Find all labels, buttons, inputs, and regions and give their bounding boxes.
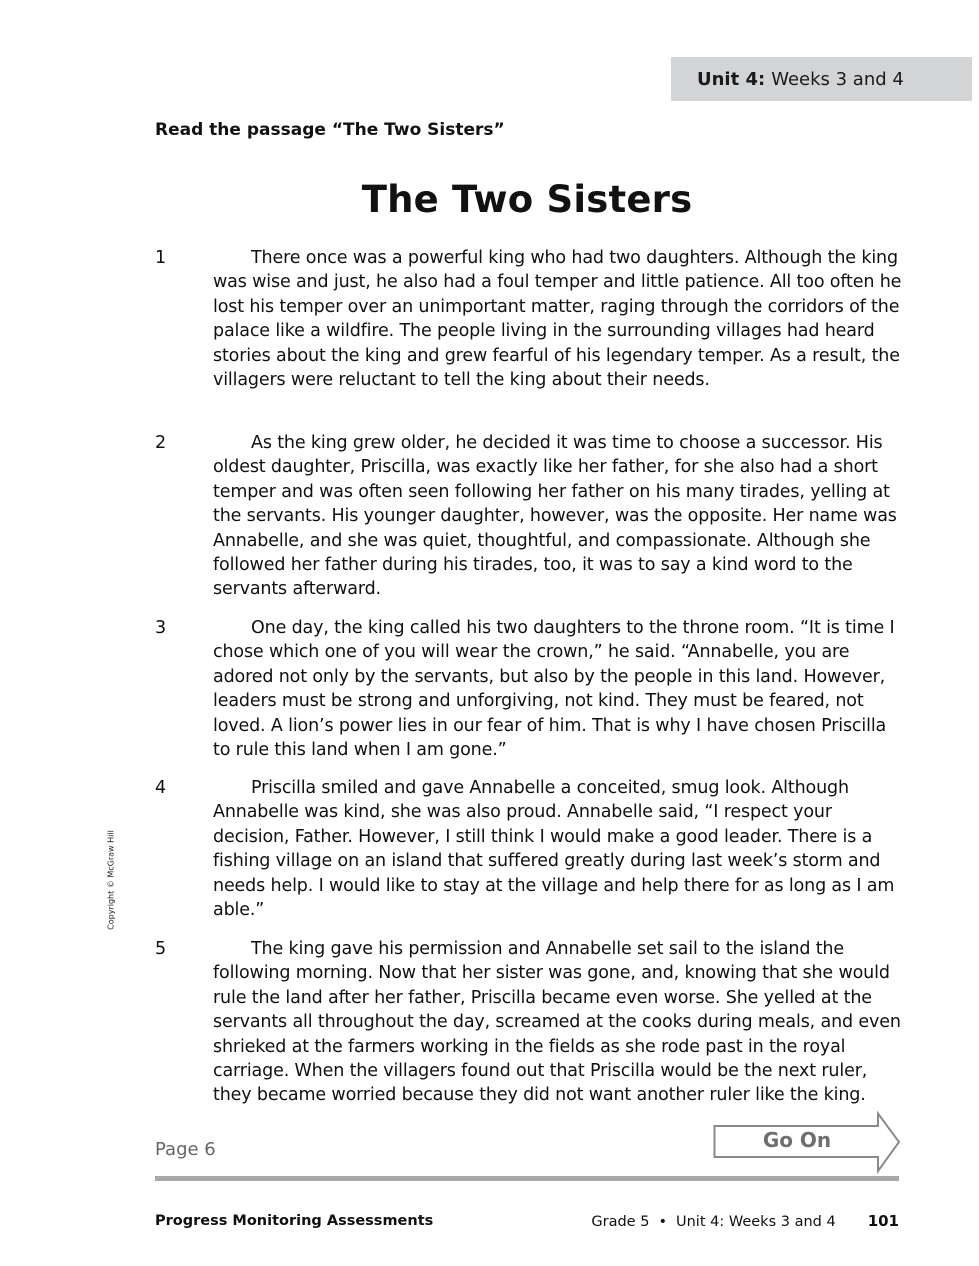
paragraph-number: 2 — [155, 433, 167, 453]
go-on-label: Go On — [762, 1128, 832, 1152]
paragraph-text: One day, the king called his two daughters to the throne room. “It is time I chose which one of you will wear the crown,” he said. “Annabelle, you are adored not only by the servants, but also by the people in this land. However, leaders must be strong and unforgiving, not kind. They must be feared, not loved. A lion’s power lies in our fear of him. That is why I have chosen Priscilla to rule this land when I am gone.” — [213, 618, 895, 761]
paragraph-2 — [155, 431, 903, 602]
footer-page-number: 101 — [867, 1212, 899, 1230]
paragraph-number: 5 — [155, 939, 167, 959]
paragraph-3 — [155, 616, 903, 762]
copyright-notice: Copyright © McGraw Hill — [106, 830, 116, 930]
footer-separator: • — [658, 1214, 667, 1230]
paragraph-text: As the king grew older, he decided it was time to choose a successor. His oldest daughter, Priscilla, was exactly like her father, for she also had a short temper and was often seen following her father on his many tirades, yelling at the servants. His younger daughter, however, was the opposite. Her name was Annabelle, and she was quiet, thoughtful, and compassionate. Although she followed her father during his tirades, too, it was to say a kind word to the servants afterward. — [213, 433, 897, 600]
paragraph-4 — [155, 776, 903, 922]
paragraph-5 — [155, 937, 903, 1108]
paragraph-number: 4 — [155, 778, 167, 798]
footer-grade: Grade 5 — [591, 1214, 650, 1230]
footer-info — [591, 1212, 899, 1230]
paragraph-1 — [155, 246, 903, 392]
unit-weeks: Weeks 3 and 4 — [771, 68, 904, 90]
paragraph-text: Priscilla smiled and gave Annabelle a conceited, smug look. Although Annabelle was kind, she was also proud. Annabelle said, “I respect your decision, Father. However, I still think I would make a good leader. There is a fishing village on an island that suffered greatly during last week’s storm and needs help. I would like to stay at the village and help there for as long as I am able.” — [213, 778, 895, 921]
paragraph-text: There once was a powerful king who had two daughters. Although the king was wise and just, he also had a foul temper and little patience. All too often he lost his temper over an unimportant matter, raging through the corridors of the palace like a wildfire. The people living in the surrounding villages had heard stories about the king and grew fearful of his legendary temper. As a result, the villagers were reluctant to tell the king about their needs. — [213, 248, 902, 391]
footer-unit: Unit 4: Weeks 3 and 4 — [676, 1214, 836, 1230]
instruction-text: Read the passage “The Two Sisters” — [155, 120, 505, 140]
footer-title: Progress Monitoring Assessments — [155, 1213, 434, 1229]
go-on-button[interactable] — [713, 1111, 903, 1175]
paragraph-number: 1 — [155, 248, 167, 268]
unit-header-tab — [671, 57, 972, 101]
paragraph-number: 3 — [155, 618, 167, 638]
footer-rule — [155, 1176, 899, 1181]
unit-label: Unit 4: — [697, 68, 766, 90]
page-label: Page 6 — [155, 1139, 216, 1160]
passage-title: The Two Sisters — [361, 178, 693, 221]
paragraph-text: The king gave his permission and Annabelle set sail to the island the following morning. Now that her sister was gone, and, knowing that she would rule the land after her father, Priscilla became even worse. She yelled at the servants all throughout the day, screamed at the cooks during meals, and even shrieked at the farmers working in the fields as she rode past in the royal carriage. When the villagers found out that Priscilla would be the next ruler, they became worried because they did not want another ruler like the king. — [213, 939, 901, 1106]
